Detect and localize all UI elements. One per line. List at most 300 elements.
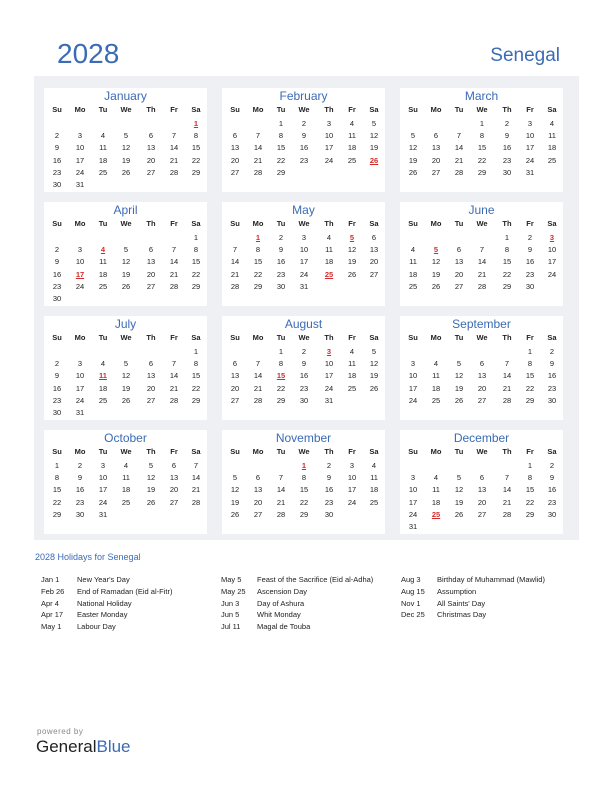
weekday-label: We: [298, 219, 310, 228]
holiday-day-cell: 1: [193, 119, 199, 128]
weekday-label: Tu: [276, 447, 286, 456]
month-april: [44, 202, 207, 306]
holiday-name: Easter Monday: [77, 610, 128, 620]
day-cell: 20: [146, 155, 156, 165]
weekday-label: Mo: [74, 105, 86, 114]
powered-by-text: powered by: [37, 727, 84, 736]
day-cell: 28: [191, 497, 201, 507]
day-cell: 30: [547, 395, 557, 405]
day-cell: 30: [75, 509, 85, 519]
day-cell: 13: [230, 371, 240, 381]
day-cell: 10: [75, 257, 85, 267]
weekday-label: Fr: [526, 447, 534, 456]
weekday-label: Mo: [252, 219, 264, 228]
day-cell: 20: [431, 155, 441, 165]
day-cell: 12: [431, 257, 441, 267]
holiday-day-cell: 15: [276, 371, 286, 381]
day-cell: 8: [527, 359, 533, 369]
day-cell: 9: [326, 473, 332, 483]
day-cell: 24: [347, 497, 357, 507]
day-cell: 11: [99, 143, 107, 153]
weekday-label: Mo: [430, 219, 442, 228]
day-cell: 27: [230, 395, 240, 405]
weekday-label: Th: [502, 105, 512, 114]
day-cell: 29: [191, 167, 201, 177]
day-cell: 27: [146, 281, 156, 291]
day-cell: 28: [169, 395, 179, 405]
day-cell: 6: [148, 245, 154, 255]
day-cell: 19: [121, 269, 131, 279]
brand-logo: [36, 737, 131, 757]
day-cell: 3: [349, 461, 355, 470]
day-cell: 28: [502, 509, 512, 519]
weekday-label: Tu: [454, 447, 464, 456]
day-cell: 14: [276, 485, 286, 495]
day-cell: 8: [479, 131, 485, 141]
month-name: August: [284, 317, 323, 331]
day-cell: 24: [75, 167, 85, 177]
day-cell: 16: [299, 143, 309, 153]
day-cell: 10: [547, 245, 557, 255]
day-cell: 18: [98, 155, 108, 165]
day-cell: 23: [299, 383, 309, 393]
day-cell: 27: [431, 167, 441, 177]
weekday-label: Mo: [430, 447, 442, 456]
day-cell: 24: [324, 155, 334, 165]
day-cell: 14: [253, 371, 263, 381]
weekday-label: Tu: [276, 333, 286, 342]
day-cell: 11: [348, 131, 356, 141]
day-cell: 28: [253, 167, 263, 177]
day-cell: 19: [408, 155, 418, 165]
day-cell: 30: [547, 509, 557, 519]
day-cell: 29: [276, 167, 286, 177]
holiday-name: New Year's Day: [77, 575, 130, 584]
holiday-entry: [401, 610, 486, 620]
day-cell: 27: [230, 167, 240, 177]
day-cell: 18: [431, 497, 441, 507]
day-cell: 10: [324, 131, 334, 141]
holiday-date: Aug 15: [401, 586, 425, 596]
weekday-label: Su: [408, 447, 418, 456]
day-cell: 31: [98, 509, 108, 519]
day-cell: 14: [502, 485, 512, 495]
day-cell: 16: [525, 257, 535, 267]
day-cell: 23: [52, 167, 62, 177]
weekday-label: Sa: [369, 219, 379, 228]
month-august: [222, 316, 385, 420]
day-cell: 15: [253, 257, 263, 267]
day-cell: 6: [232, 359, 238, 369]
day-cell: 27: [369, 269, 379, 279]
day-cell: 11: [325, 245, 333, 255]
day-cell: 17: [324, 143, 334, 153]
weekday-label: Th: [324, 105, 334, 114]
holiday-date: Nov 1: [401, 598, 421, 608]
day-cell: 11: [432, 485, 440, 495]
month-name: July: [114, 317, 137, 331]
day-cell: 4: [100, 359, 106, 369]
day-cell: 29: [299, 509, 309, 519]
day-cell: 19: [369, 371, 379, 381]
day-cell: 3: [100, 461, 106, 470]
month-june: [400, 202, 563, 306]
day-cell: 16: [502, 143, 512, 153]
day-cell: 30: [299, 395, 309, 405]
weekday-label: Fr: [348, 219, 356, 228]
day-cell: 11: [370, 473, 378, 483]
day-cell: 5: [148, 461, 154, 470]
weekday-label: Mo: [430, 105, 442, 114]
holiday-day-cell: 3: [326, 347, 332, 356]
day-cell: 8: [193, 131, 199, 141]
weekday-label: Th: [146, 105, 156, 114]
day-cell: 18: [98, 269, 108, 279]
day-cell: 29: [191, 281, 201, 291]
weekday-label: We: [476, 219, 488, 228]
holiday-name: Labour Day: [77, 622, 116, 632]
day-cell: 18: [98, 383, 108, 393]
day-cell: 17: [324, 371, 334, 381]
day-cell: 6: [171, 461, 177, 470]
weekday-label: Th: [146, 333, 156, 342]
weekday-label: Fr: [348, 105, 356, 114]
day-cell: 16: [324, 485, 334, 495]
day-cell: 19: [146, 485, 156, 495]
month-january: [44, 88, 207, 192]
day-cell: 1: [278, 347, 284, 356]
day-cell: 19: [454, 383, 464, 393]
day-cell: 18: [369, 485, 379, 495]
month-name: April: [113, 203, 138, 217]
day-cell: 2: [326, 461, 332, 470]
holiday-day-cell: 4: [100, 245, 106, 255]
weekday-label: Th: [324, 447, 334, 456]
day-cell: 31: [525, 167, 535, 177]
day-cell: 24: [98, 497, 108, 507]
day-cell: 23: [547, 497, 557, 507]
day-cell: 17: [347, 485, 357, 495]
month-october: [44, 430, 207, 534]
day-cell: 18: [408, 269, 418, 279]
weekday-label: Su: [52, 105, 62, 114]
weekday-label: We: [298, 105, 310, 114]
day-cell: 26: [431, 281, 441, 291]
day-cell: 10: [324, 359, 334, 369]
holiday-day-cell: 5: [433, 245, 439, 255]
day-cell: 27: [477, 395, 487, 405]
day-cell: 15: [502, 257, 512, 267]
day-cell: 14: [477, 257, 487, 267]
day-cell: 24: [408, 395, 418, 405]
day-cell: 7: [456, 131, 462, 141]
holiday-name: National Holiday: [77, 598, 132, 608]
day-cell: 27: [454, 281, 464, 291]
day-cell: 21: [230, 269, 240, 279]
day-cell: 7: [255, 359, 261, 369]
day-cell: 12: [146, 473, 156, 483]
day-cell: 4: [123, 461, 129, 470]
day-cell: 28: [276, 509, 286, 519]
weekday-label: Su: [230, 219, 240, 228]
day-cell: 27: [253, 509, 263, 519]
day-cell: 26: [121, 281, 131, 291]
day-cell: 17: [299, 257, 309, 267]
month-name: March: [464, 89, 499, 103]
day-cell: 8: [193, 359, 199, 369]
day-cell: 12: [369, 359, 379, 369]
day-cell: 31: [324, 395, 334, 405]
month-november: [222, 430, 385, 534]
day-cell: 30: [324, 509, 334, 519]
day-cell: 8: [255, 245, 261, 255]
day-cell: 26: [408, 167, 418, 177]
day-cell: 6: [255, 473, 261, 483]
day-cell: 20: [169, 485, 179, 495]
weekday-label: Tu: [454, 105, 464, 114]
weekday-label: We: [298, 333, 310, 342]
day-cell: 8: [278, 131, 284, 141]
holiday-entry: [41, 622, 116, 632]
month-name: January: [104, 89, 147, 103]
day-cell: 17: [75, 383, 85, 393]
month-name: October: [104, 431, 147, 445]
day-cell: 15: [525, 371, 535, 381]
day-cell: 18: [324, 257, 334, 267]
day-cell: 25: [347, 155, 357, 165]
day-cell: 1: [504, 233, 510, 242]
day-cell: 9: [301, 359, 307, 369]
weekday-label: Fr: [170, 105, 178, 114]
day-cell: 2: [549, 461, 555, 470]
holiday-entry: [221, 599, 304, 609]
day-cell: 14: [454, 143, 464, 153]
weekday-label: We: [120, 447, 132, 456]
weekday-label: Mo: [74, 447, 86, 456]
weekday-label: Sa: [369, 447, 379, 456]
holiday-entry: [401, 599, 485, 609]
day-cell: 24: [75, 395, 85, 405]
day-cell: 12: [454, 485, 464, 495]
weekday-label: Th: [324, 219, 334, 228]
day-cell: 11: [348, 359, 356, 369]
day-cell: 14: [169, 371, 179, 381]
day-cell: 12: [454, 371, 464, 381]
day-cell: 11: [548, 131, 556, 141]
holiday-entry: [41, 575, 130, 585]
day-cell: 19: [121, 155, 131, 165]
day-cell: 28: [169, 281, 179, 291]
year-title: 2028: [57, 38, 120, 69]
holiday-name: Birthday of Muhammad (Mawlid): [437, 575, 545, 584]
day-cell: 13: [146, 257, 156, 267]
weekday-label: Fr: [170, 333, 178, 342]
holiday-day-cell: 1: [301, 461, 307, 470]
day-cell: 22: [525, 497, 535, 507]
day-cell: 30: [525, 281, 535, 291]
weekday-label: Tu: [276, 219, 286, 228]
holiday-name: Ascension Day: [257, 586, 308, 596]
weekday-label: Su: [230, 333, 240, 342]
day-cell: 8: [278, 359, 284, 369]
weekday-label: Fr: [526, 105, 534, 114]
day-cell: 18: [431, 383, 441, 393]
day-cell: 12: [369, 131, 379, 141]
day-cell: 26: [347, 269, 357, 279]
day-cell: 8: [193, 245, 199, 255]
day-cell: 25: [98, 167, 108, 177]
holiday-date: Jan 1: [41, 575, 60, 584]
day-cell: 20: [477, 383, 487, 393]
day-cell: 26: [454, 509, 464, 519]
day-cell: 26: [146, 497, 156, 507]
weekday-label: Fr: [170, 447, 178, 456]
day-cell: 21: [502, 383, 512, 393]
day-cell: 22: [525, 383, 535, 393]
day-cell: 10: [75, 371, 85, 381]
weekday-label: Fr: [526, 333, 534, 342]
day-cell: 21: [169, 269, 179, 279]
month-may: [222, 202, 385, 306]
day-cell: 22: [276, 383, 286, 393]
day-cell: 31: [75, 180, 85, 189]
weekday-label: We: [298, 447, 310, 456]
day-cell: 19: [431, 269, 441, 279]
holiday-day-cell: 26: [369, 155, 379, 165]
day-cell: 23: [525, 269, 535, 279]
day-cell: 15: [477, 143, 487, 153]
day-cell: 3: [77, 245, 83, 255]
day-cell: 5: [410, 131, 416, 141]
day-cell: 15: [525, 485, 535, 495]
day-cell: 1: [527, 347, 533, 356]
day-cell: 9: [77, 473, 83, 483]
day-cell: 21: [502, 497, 512, 507]
day-cell: 22: [191, 155, 201, 165]
day-cell: 22: [276, 155, 286, 165]
holiday-date: Apr 17: [41, 610, 64, 620]
day-cell: 15: [191, 257, 201, 267]
day-cell: 10: [408, 485, 418, 495]
day-cell: 29: [191, 395, 201, 405]
day-cell: 30: [52, 294, 62, 303]
day-cell: 22: [191, 383, 201, 393]
holiday-name: Day of Ashura: [257, 598, 305, 608]
weekday-label: Th: [502, 447, 512, 456]
day-cell: 21: [253, 383, 263, 393]
day-cell: 31: [75, 408, 85, 417]
day-cell: 5: [123, 131, 129, 141]
day-cell: 27: [146, 167, 156, 177]
weekday-label: Fr: [170, 219, 178, 228]
weekday-label: Su: [408, 333, 418, 342]
day-cell: 3: [527, 119, 533, 128]
holiday-day-cell: 1: [255, 233, 261, 242]
weekday-label: Tu: [276, 105, 286, 114]
day-cell: 15: [191, 143, 201, 153]
day-cell: 25: [408, 281, 418, 291]
day-cell: 26: [454, 395, 464, 405]
day-cell: 13: [477, 485, 487, 495]
weekday-label: We: [120, 219, 132, 228]
day-cell: 12: [121, 143, 131, 153]
day-cell: 9: [278, 245, 284, 255]
weekday-label: Sa: [191, 219, 201, 228]
day-cell: 28: [230, 281, 240, 291]
day-cell: 14: [169, 143, 179, 153]
weekday-label: Su: [52, 447, 62, 456]
day-cell: 17: [525, 143, 535, 153]
day-cell: 15: [299, 485, 309, 495]
day-cell: 25: [347, 383, 357, 393]
day-cell: 7: [171, 131, 177, 141]
holiday-entry: [221, 622, 310, 632]
day-cell: 4: [349, 119, 355, 128]
weekday-label: We: [120, 105, 132, 114]
day-cell: 7: [479, 245, 485, 255]
day-cell: 11: [432, 371, 440, 381]
holiday-entry: [401, 575, 545, 585]
day-cell: 29: [525, 509, 535, 519]
day-cell: 7: [171, 245, 177, 255]
day-cell: 24: [324, 383, 334, 393]
day-cell: 6: [148, 359, 154, 369]
day-cell: 3: [410, 473, 416, 483]
day-cell: 21: [454, 155, 464, 165]
day-cell: 6: [371, 233, 377, 242]
day-cell: 9: [54, 371, 60, 381]
day-cell: 10: [525, 131, 535, 141]
day-cell: 5: [232, 473, 238, 483]
day-cell: 7: [278, 473, 284, 483]
day-cell: 1: [193, 233, 199, 242]
holiday-name: All Saints' Day: [437, 598, 486, 608]
day-cell: 8: [54, 473, 60, 483]
holiday-day-cell: 3: [549, 233, 555, 242]
holiday-day-cell: 25: [324, 269, 334, 279]
weekday-label: Th: [146, 219, 156, 228]
day-cell: 3: [77, 131, 83, 141]
day-cell: 16: [299, 371, 309, 381]
day-cell: 12: [121, 371, 131, 381]
weekday-label: Su: [408, 105, 418, 114]
weekday-label: Su: [230, 447, 240, 456]
day-cell: 30: [52, 180, 62, 189]
day-cell: 5: [123, 359, 129, 369]
day-cell: 23: [547, 383, 557, 393]
weekday-label: Tu: [98, 105, 108, 114]
day-cell: 28: [169, 167, 179, 177]
holiday-name: Assumption: [437, 586, 477, 596]
day-cell: 13: [369, 245, 379, 255]
weekday-label: Tu: [454, 333, 464, 342]
weekday-label: Mo: [74, 333, 86, 342]
day-cell: 2: [549, 347, 555, 356]
day-cell: 16: [75, 485, 85, 495]
day-cell: 6: [456, 245, 462, 255]
holiday-entry: [41, 610, 127, 620]
weekday-label: We: [120, 333, 132, 342]
day-cell: 10: [408, 371, 418, 381]
weekday-label: Su: [52, 333, 62, 342]
weekday-label: Tu: [454, 219, 464, 228]
day-cell: 13: [253, 485, 263, 495]
day-cell: 2: [301, 347, 307, 356]
day-cell: 22: [502, 269, 512, 279]
holiday-date: Jun 3: [221, 598, 240, 608]
holiday-name: Magal de Touba: [257, 622, 311, 632]
holidays-title: 2028 Holidays for Senegal: [35, 552, 141, 562]
